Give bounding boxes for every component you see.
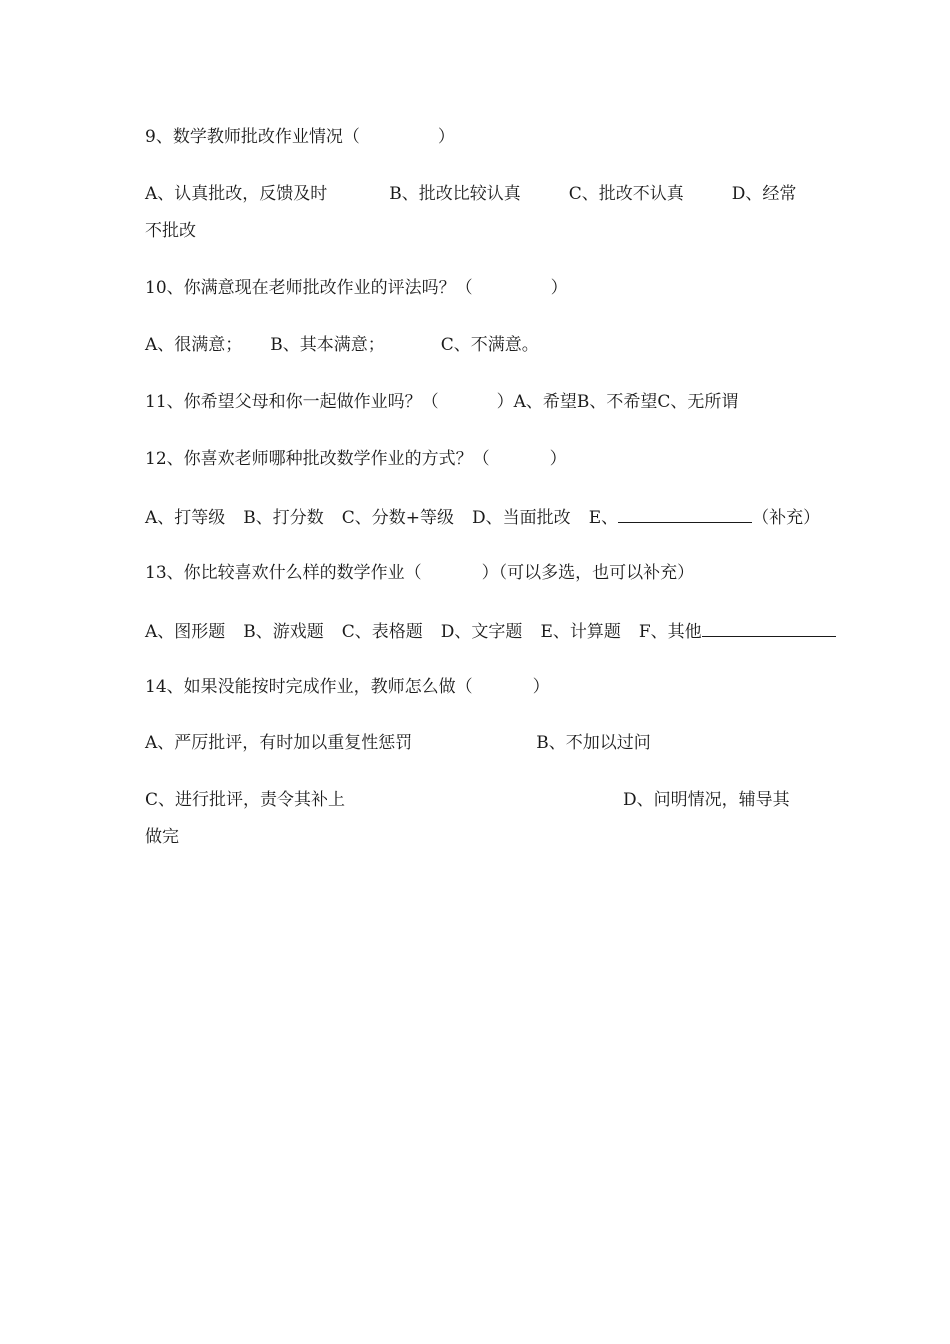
option-a: A、打等级 [145,508,226,528]
question-14-options-ab [145,732,651,754]
question-12-paren: ） [549,449,567,469]
question-9-paren: ） [437,127,455,147]
question-12-text: 12、你喜欢老师哪种批改数学作业的方式？（ [145,449,490,469]
option-f: F、其他 [638,622,702,642]
question-14-options-cont: 做完 [145,827,179,847]
option-d: D、当面批改 [472,508,571,528]
question-10-options [145,334,539,356]
question-13 [145,562,694,584]
option-d: D、问明情况，辅导其 [623,790,790,810]
question-14-text: 14、如果没能按时完成作业，教师怎么做（ [145,677,473,697]
question-9-options [145,183,796,205]
question-10-text: 10、你满意现在老师批改作业的评法吗？（ [145,278,473,298]
question-10 [145,277,568,299]
question-13-options [145,619,836,643]
question-12-options [145,505,820,529]
question-11-text: 11、你希望父母和你一起做作业吗？（ [145,392,439,412]
fill-in-blank [618,505,752,523]
option-b: B、批改比较认真 [389,184,521,204]
option-b: B、其本满意； [270,335,385,355]
option-b: B、不加以过问 [536,733,651,753]
question-13-note: ）（可以多选，也可以补充） [481,563,695,583]
question-14 [145,676,550,698]
option-c: C、进行批评，责令其补上 [145,790,346,810]
question-10-paren: ） [550,278,568,298]
question-9 [145,126,455,148]
option-d: D、经常 [731,184,797,204]
option-e: E、 [588,508,619,528]
option-e-note: （补充） [752,508,821,528]
option-a: A、严厉批评，有时加以重复性惩罚 [145,733,413,753]
question-13-text: 13、你比较喜欢什么样的数学作业（ [145,563,422,583]
question-9-options-cont: 不批改 [145,221,196,241]
fill-in-blank [702,619,836,637]
option-c: C、分数+等级 [341,508,455,528]
question-12 [145,448,567,470]
question-14-options-cd [145,789,790,811]
question-11 [145,391,738,413]
question-9-text: 9、数学教师批改作业情况（ [145,127,360,147]
question-11-options: ）A、希望B、不希望C、无所谓 [496,392,739,412]
option-c: C、表格题 [341,622,423,642]
option-e: E、计算题 [540,622,621,642]
option-b: B、游戏题 [243,622,324,642]
option-a: A、认真批改，反馈及时 [145,184,328,204]
option-d: D、文字题 [440,622,523,642]
option-c: C、批改不认真 [568,184,684,204]
option-a: A、图形题 [145,622,226,642]
question-14-paren: ） [532,677,550,697]
option-b: B、打分数 [243,508,324,528]
option-a: A、很满意； [145,335,243,355]
option-c: C、不满意。 [440,335,539,355]
